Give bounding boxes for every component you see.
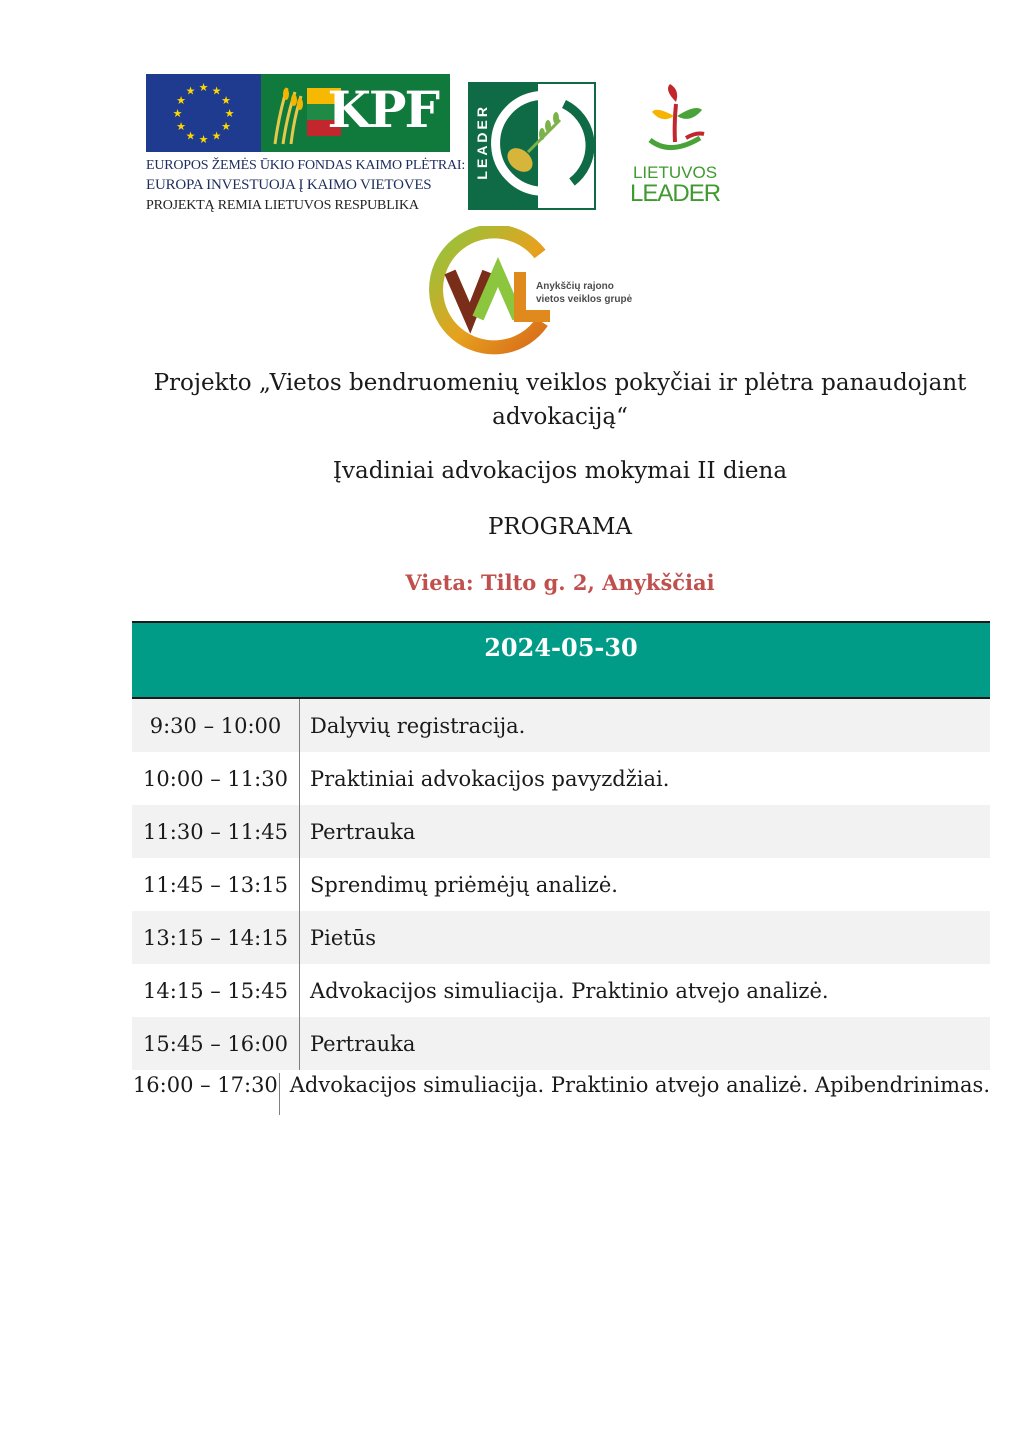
eu-star-icon: ★	[221, 120, 231, 133]
vvg-emblem-icon	[422, 226, 557, 358]
eu-star-icon: ★	[211, 84, 222, 98]
row-time: 9:30 – 10:00	[132, 699, 300, 752]
sprout-hand-icon	[630, 82, 720, 164]
leader-word-green: LEADER	[630, 180, 721, 207]
schedule-table	[132, 621, 990, 1115]
table-row	[132, 752, 990, 805]
kpf-text: KPF	[327, 80, 438, 139]
table-row	[132, 805, 990, 858]
row-time: 13:15 – 14:15	[132, 911, 300, 964]
leader-word: LEADER	[474, 104, 490, 180]
row-time: 15:45 – 16:00	[132, 1017, 300, 1070]
eu-star-icon: ★	[185, 84, 196, 98]
eu-star-icon: ★	[224, 107, 235, 120]
eu-star-icon: ★	[172, 107, 183, 120]
table-row	[132, 964, 990, 1017]
eu-star-icon: ★	[176, 94, 186, 107]
eu-caption-line3: PROJEKTĄ REMIA LIETUVOS RESPUBLIKA	[146, 198, 419, 213]
eu-star-icon: ★	[198, 133, 209, 146]
leader-logo	[468, 82, 596, 210]
row-activity: Advokacijos simuliacija. Praktinio atvejo analizė. Apibendrinimas.	[289, 1073, 990, 1097]
project-title-line2: advokaciją“	[492, 404, 628, 430]
row-time: 11:30 – 11:45	[132, 805, 300, 858]
table-row	[132, 1017, 990, 1070]
row-activity: Pertrauka	[310, 819, 416, 844]
row-activity: Advokacijos simuliacija. Praktinio atvejo analizė.	[310, 978, 829, 1003]
eu-star-icon: ★	[176, 120, 186, 133]
venue-line: Vieta: Tilto g. 2, Anykščiai	[405, 570, 715, 595]
project-title-line1: Projekto „Vietos bendruomenių veiklos pokyčiai ir plėtra panaudojant	[153, 370, 967, 396]
programa-heading: PROGRAMA	[487, 514, 633, 540]
row-time: 11:45 – 13:15	[132, 858, 300, 911]
vvg-caption-line2: vietos veiklos grupė	[536, 294, 633, 305]
row-activity: Dalyvių registracija.	[310, 713, 526, 738]
table-row	[132, 858, 990, 911]
eu-flag-icon	[146, 74, 261, 152]
eu-star-icon: ★	[221, 94, 231, 107]
schedule-date-header: 2024-05-30	[132, 621, 990, 699]
eu-caption-line2: EUROPA INVESTUOJA Į KAIMO VIETOVES	[146, 177, 432, 193]
row-activity: Praktiniai advokacijos pavyzdžiai.	[310, 766, 670, 791]
row-time: 16:00 – 17:30	[132, 1073, 280, 1115]
table-row	[132, 911, 990, 964]
row-time: 14:15 – 15:45	[132, 964, 300, 1017]
eu-caption-line1: EUROPOS ŽEMĖS ŪKIO FONDAS KAIMO PLĖTRAI:	[146, 158, 466, 173]
eu-star-icon: ★	[211, 129, 222, 143]
leader-emblem-icon	[468, 82, 596, 210]
table-row	[132, 699, 990, 752]
eu-kpf-logo	[146, 74, 466, 219]
lietuvos-leader-logo	[630, 82, 720, 210]
eu-star-icon: ★	[198, 81, 209, 94]
vvg-logo	[422, 226, 652, 358]
eu-star-icon: ★	[185, 129, 196, 143]
vvg-caption-line1: Anykščių rajono	[536, 281, 614, 292]
row-activity: Pietūs	[310, 925, 377, 950]
table-row	[132, 1070, 990, 1115]
kpf-emblem	[261, 74, 450, 152]
row-activity: Sprendimų priėmėjų analizė.	[310, 872, 618, 897]
lietuvos-word: LIETUVOS	[632, 163, 718, 182]
project-title	[100, 366, 1020, 434]
row-time: 10:00 – 11:30	[132, 752, 300, 805]
row-activity: Pertrauka	[310, 1031, 416, 1056]
training-subtitle: Įvadiniai advokacijos mokymai II diena	[332, 458, 788, 484]
